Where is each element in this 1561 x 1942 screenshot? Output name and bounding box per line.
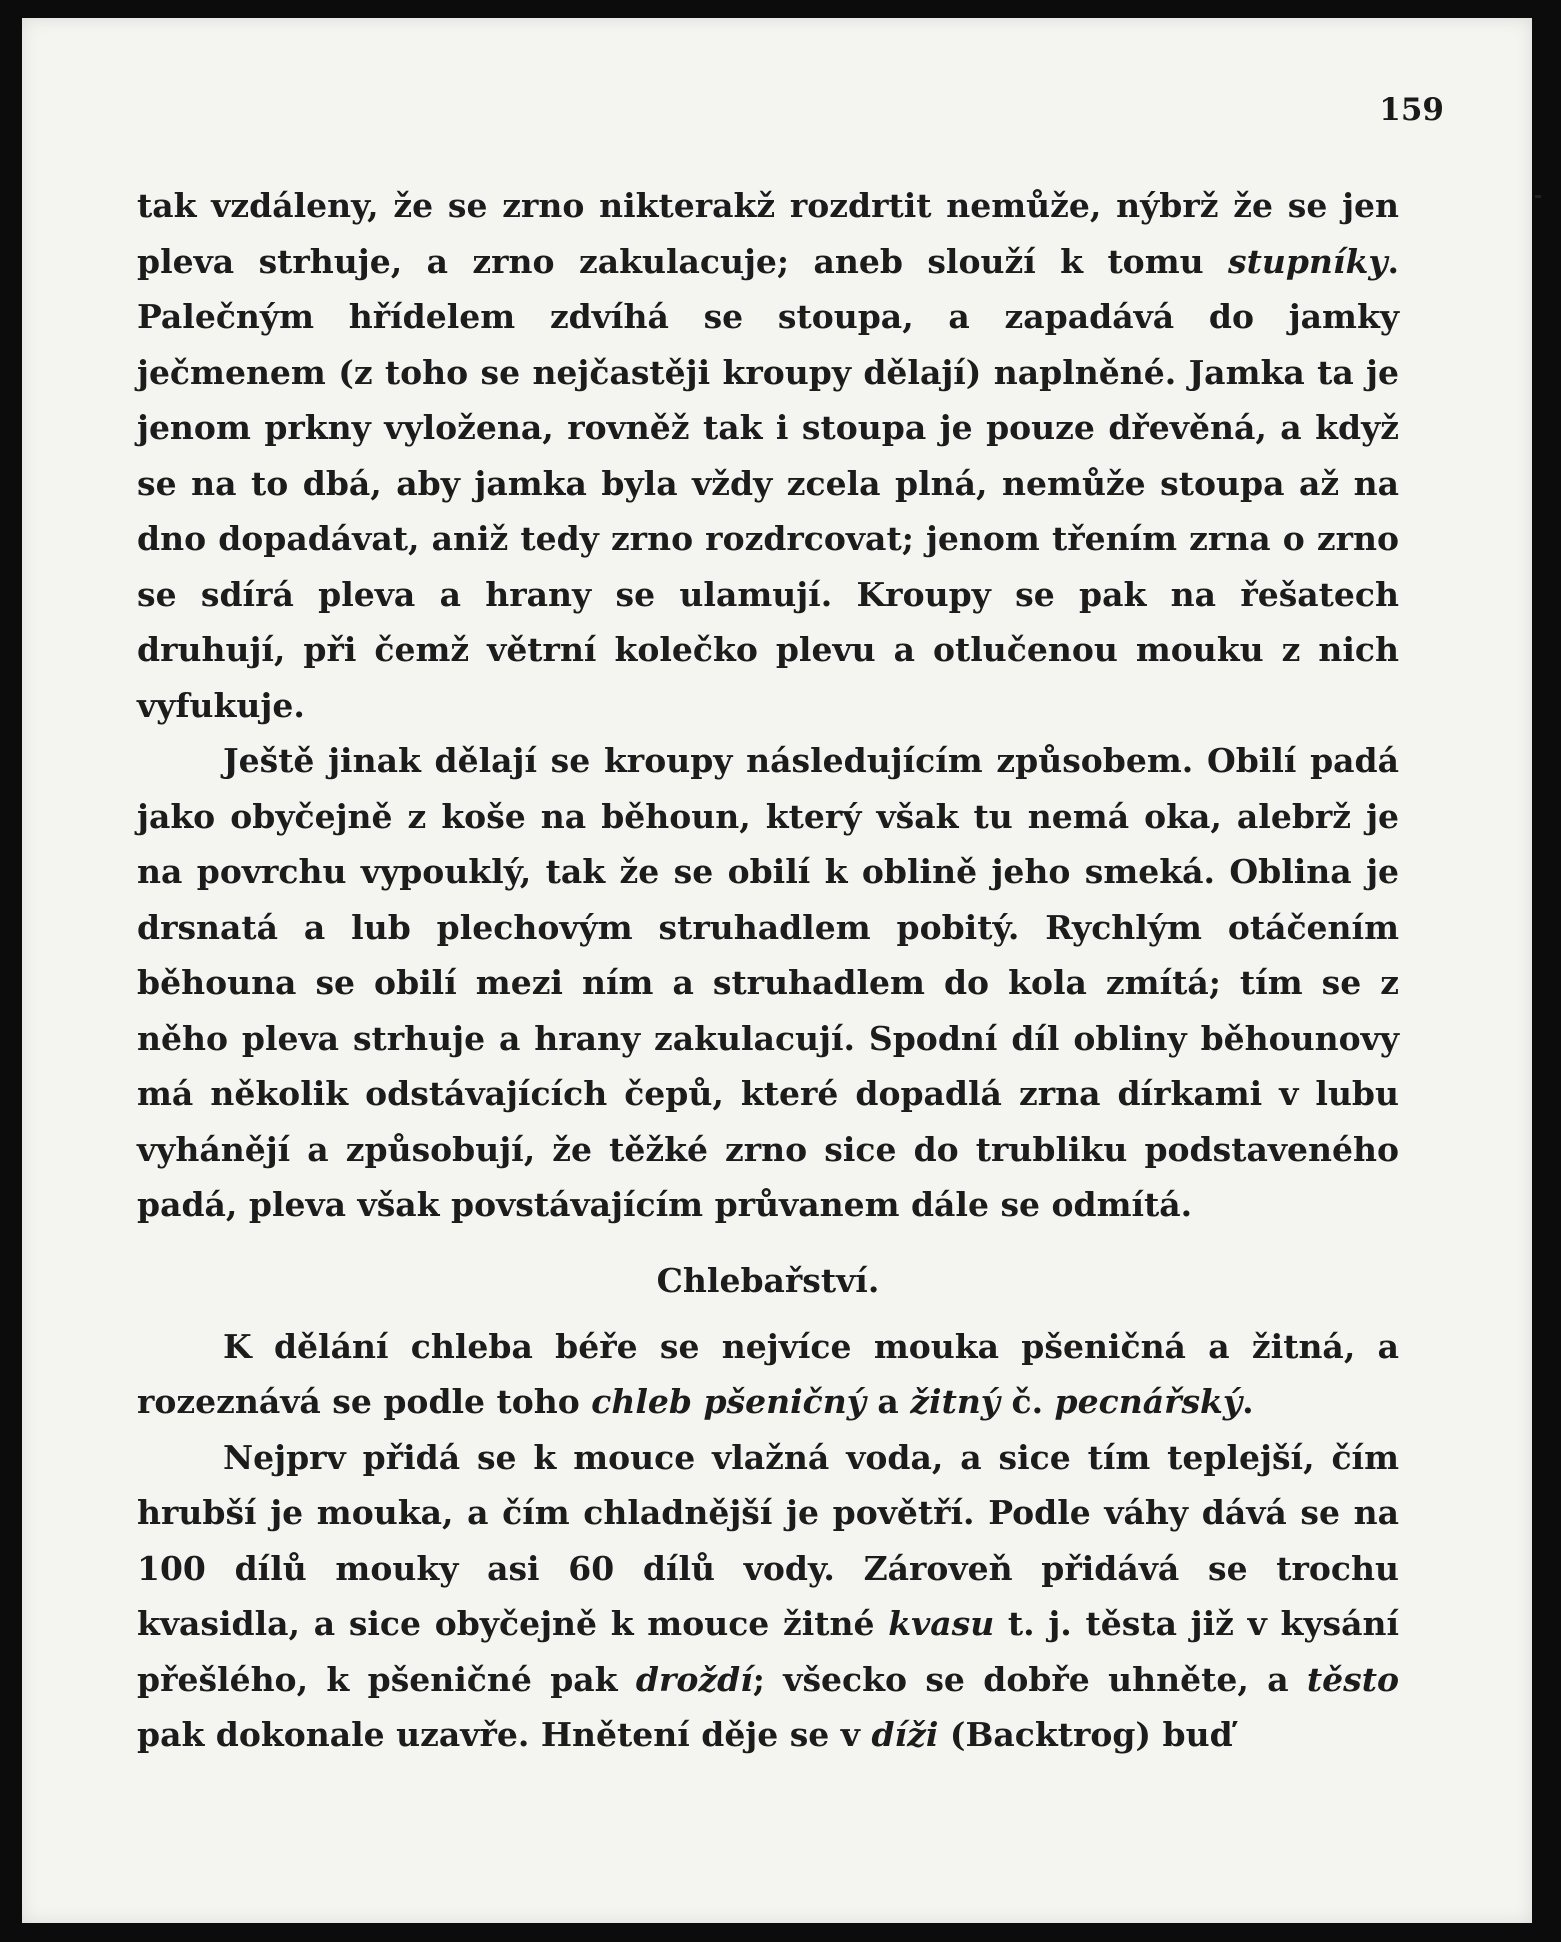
section-heading-chlebarstvi: Chlebařství. [656,1260,880,1300]
italic-term: stupníky [1228,241,1388,281]
italic-term: žitný [910,1382,1000,1421]
italic-term: pecnářský [1054,1382,1243,1421]
edge-mark [1535,195,1541,198]
page-number: 159 [1379,92,1444,128]
paragraph-kroupy-method: Ještě jinak dělají se kroupy následujícím způsobem. Obilí padá jako obyčejně z koše na běhoun, který však tu nemá oka, alebrž je na povrchu vypouklý, tak že se obilí k oblině jeho smeká. Oblina je drsnatá a lub plechovým struhadlem pobitý. Rychlým otáčením běhouna se obilí mezi ním a struhadlem do kola zmítá; tím se z něho pleva strhuje a hrany zakulacují. Spodní díl obliny běhounovy má několik odstávajících čepů, které dopadlá zrna dírkami v lubu vyhánějí a způsobují, že těžké zrno sice do trubliku podstaveného padá, pleva však povstávajícím průvanem dále se odmítá. [137,741,1399,1224]
italic-term: chleb pšeničný [591,1382,866,1421]
paragraph-chleb-types: K dělání chleba béře se nejvíce mouka pšeničná a žitná, a rozeznává se podle toho chleb pšeničný a žitný č. pecnářský. [137,1326,1399,1421]
italic-term: těsto [1306,1659,1399,1699]
italic-term: díži [871,1715,939,1754]
italic-term: droždí [635,1659,753,1699]
body-text [137,178,1399,1763]
italic-term: kvasu [888,1604,995,1643]
paragraph-stupniky: tak vzdáleny, že se zrno nikterakž rozdrtit nemůže, nýbrž že se jen pleva strhuje, a zrno zakulacuje; aneb slouží k tomu stupníky. Palečným hřídelem zdvíhá se stoupa, a zapadává do jamky ječmenem (z toho se nejčastěji kroupy dělají) naplněné. Jamka ta je jenom prkny vyložena, rovněž tak i stoupa je pouze dřevěná, a když se na to dbá, aby jamka byla vždy zcela plná, nemůže stoupa až na dno dopadávat, aniž tedy zrno rozdrcovat; jenom třením zrna o zrno se sdírá pleva a hrany se ulamují. Kroupy se pak na řešatech druhují, při čemž větrní kolečko plevu a otlučenou mouku z nich vyfukuje. [137,186,1399,725]
paragraph-dough-preparation: Nejprv přidá se k mouce vlažná voda, a sice tím teplejší, čím hrubší je mouka, a čím chladnější je povětří. Podle váhy dává se na 100 dílů mouky asi 60 dílů vody. Zároveň přidává se trochu kvasidla, a sice obyčejně k mouce žitné kvasu t. j. těsta již v kysání přešlého, k pšeničné pak droždí; všecko se dobře uhněte, a těsto pak dokonale uzavře. Hnětení děje se v díži (Backtrog) buď [137,1437,1399,1754]
book-page [22,18,1532,1923]
